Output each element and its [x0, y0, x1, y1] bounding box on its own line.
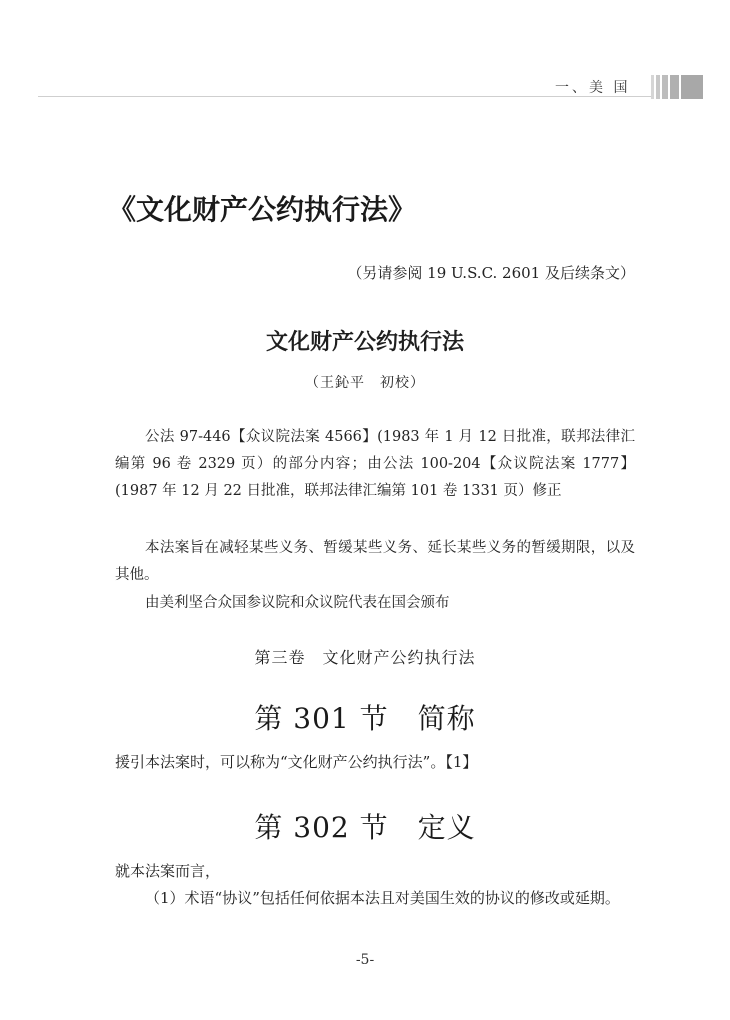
act-title: 文化财产公约执行法	[265, 329, 464, 355]
page-number: -5-	[355, 952, 375, 968]
section-301-heading: 第 301 节 简称	[254, 702, 476, 735]
title-label: 第三卷 文化财产公约执行法	[254, 648, 476, 667]
section-302-heading: 第 302 节 定义	[254, 811, 476, 844]
enactment-paragraph: 由美利坚合众国参议院和众议院代表在国会颁布	[145, 595, 450, 611]
section-301-text: 援引本法案时，可以称为“文化财产公约执行法”。【1】	[115, 753, 478, 771]
legislative-history-text: 公法 97-446【众议院法案 4566】(1983 年 1 月 12 日批准，联邦法律汇编第 96 卷 2329 页）的部分内容；由公法 100-204【众议院法案 1777】(1987 年 12 月 22 日批准，联邦法律汇编第 101 卷 1331 页）修正	[115, 429, 635, 499]
header-decoration	[651, 75, 703, 99]
section-302-text: 就本法案而言，	[115, 862, 221, 880]
header-rule	[38, 96, 651, 97]
header-running-title: 一、美 国	[555, 80, 631, 96]
editor-note: （王鈊平 初校）	[305, 375, 425, 391]
purpose-text: 本法案旨在减轻某些义务、暂缓某些义务、延长某些义务的暂缓期限，以及其他。	[115, 540, 635, 583]
purpose-paragraph	[115, 535, 635, 589]
reference-note: （另请参阅 19 U.S.C. 2601 及后续条文）	[347, 264, 635, 282]
main-title: 《文化财产公约执行法》	[108, 193, 417, 226]
legislative-history-paragraph	[115, 424, 635, 505]
section-302-item-1: （1）术语“协议”包括任何依据本法且对美国生效的协议的修改或延期。	[145, 889, 620, 907]
